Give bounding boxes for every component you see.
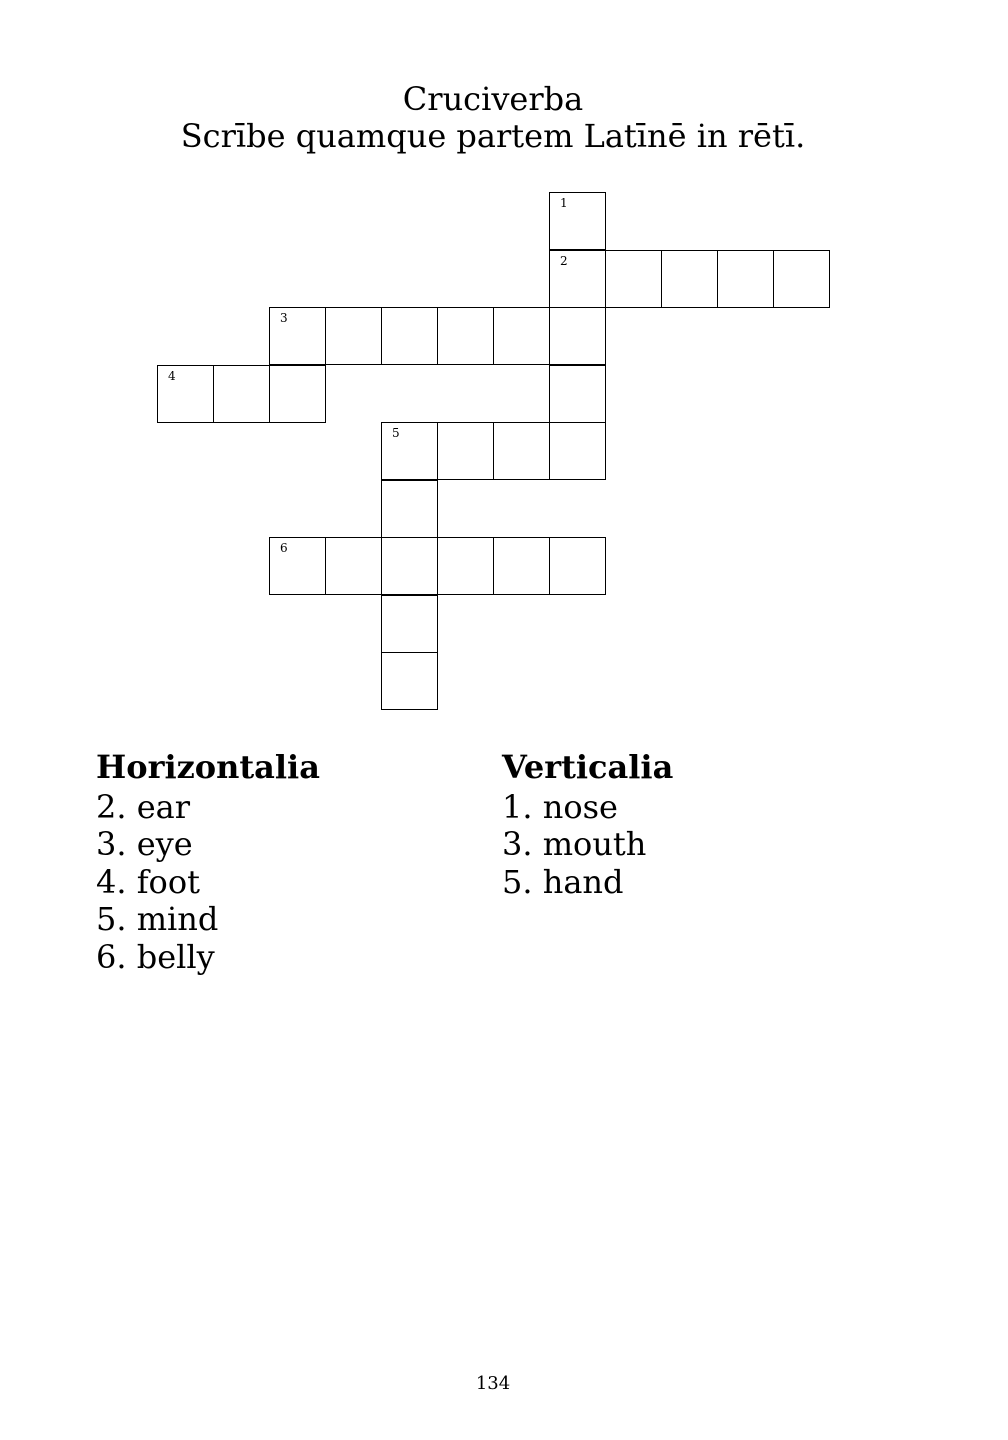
crossword-cell[interactable] — [381, 422, 438, 480]
crossword-cell[interactable] — [381, 537, 438, 595]
crossword-cell[interactable] — [549, 307, 606, 365]
crossword-cell[interactable] — [269, 307, 326, 365]
clue-item: 5. hand — [502, 862, 624, 901]
crossword-cell[interactable] — [661, 250, 718, 308]
clue-item: 6. belly — [96, 937, 215, 976]
crossword-cell[interactable] — [717, 250, 774, 308]
clue-number: 4 — [168, 368, 176, 383]
crossword-cell[interactable] — [437, 307, 494, 365]
crossword-cell[interactable] — [269, 365, 326, 423]
crossword-cell[interactable] — [325, 307, 382, 365]
crossword-cell[interactable] — [213, 365, 270, 423]
across-clues — [96, 748, 320, 976]
clue-number: 2 — [560, 253, 568, 268]
clue-number: 6 — [280, 541, 288, 555]
crossword-cell[interactable] — [773, 250, 830, 308]
crossword-cell[interactable] — [381, 595, 438, 653]
crossword-cell[interactable] — [381, 307, 438, 365]
down-clue-list — [502, 789, 673, 901]
crossword-cell[interactable] — [381, 652, 438, 710]
crossword-cell[interactable] — [605, 250, 662, 308]
crossword-cell[interactable] — [549, 365, 606, 423]
crossword-cell[interactable] — [325, 537, 382, 595]
crossword-cell[interactable] — [269, 537, 326, 595]
crossword-cell[interactable] — [549, 537, 606, 595]
clue-number: 1 — [560, 196, 568, 210]
page-number: 134 — [475, 1373, 511, 1394]
crossword-cell[interactable] — [381, 480, 438, 538]
clue-item: 1. nose — [502, 788, 618, 826]
crossword-cell[interactable] — [493, 422, 550, 480]
clue-item: 3. eye — [96, 825, 193, 864]
clue-item: 3. mouth — [502, 825, 647, 864]
crossword-cell[interactable] — [493, 537, 550, 595]
crossword-cell[interactable] — [437, 422, 494, 480]
clue-item: 4. foot — [96, 862, 200, 901]
across-heading: Horizontalia — [96, 748, 320, 786]
clue-number: 5 — [392, 426, 400, 440]
page-title: Cruciverba — [402, 80, 584, 118]
crossword-cell[interactable] — [549, 250, 606, 308]
crossword-cell[interactable] — [549, 192, 606, 250]
crossword-cell[interactable] — [549, 422, 606, 480]
down-clues — [502, 748, 673, 901]
clue-number: 3 — [280, 311, 288, 325]
crossword-cell[interactable] — [493, 307, 550, 365]
down-heading: Verticalia — [502, 748, 674, 786]
across-clue-list — [96, 789, 320, 976]
clue-item: 5. mind — [96, 900, 219, 939]
clue-item: 2. ear — [96, 788, 191, 826]
instructions: Scrībe quamque partem Latīnē in rētī. — [180, 117, 806, 155]
crossword-cell[interactable] — [437, 537, 494, 595]
crossword-cell[interactable] — [157, 365, 214, 423]
